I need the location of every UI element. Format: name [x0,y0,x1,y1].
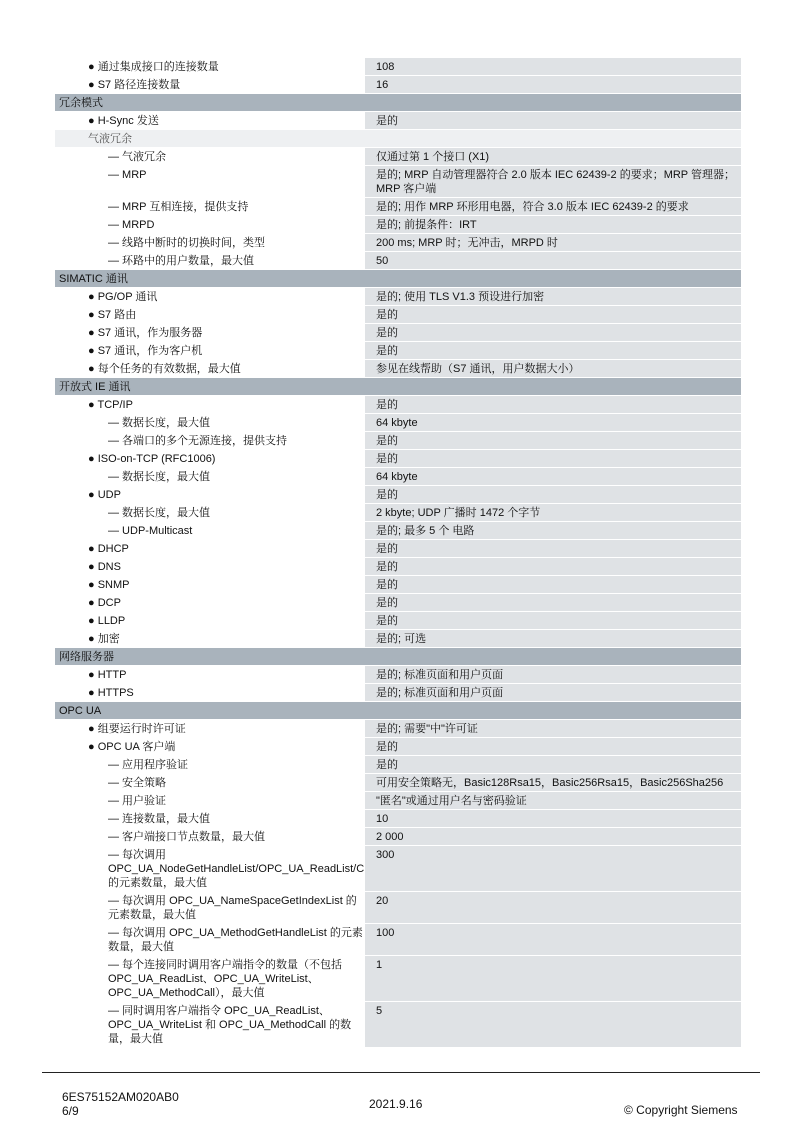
spec-row [55,924,741,956]
spec-value: 是的 [365,738,741,756]
spec-value: 是的; 最多 5 个 电路 [365,522,741,540]
spec-value: 5 [365,1002,741,1048]
spec-label: — 每次调用 OPC_UA_MethodGetHandleList 的元素数量，最大值 [55,924,365,956]
copyright-notice: © Copyright Siemens [624,1103,738,1117]
spec-label: ● SNMP [55,576,365,594]
spec-row [55,504,741,522]
spec-value: 是的 [365,756,741,774]
spec-label: ● H-Sync 发送 [55,112,365,130]
spec-value: 64 kbyte [365,414,741,432]
spec-value: 1 [365,956,741,1002]
section-header: 网络服务器 [55,648,741,666]
spec-row [55,666,741,684]
subsection-label: 气液冗余 [55,130,365,148]
spec-row [55,594,741,612]
spec-value: 是的 [365,306,741,324]
spec-value: 是的 [365,450,741,468]
spec-value: 可用安全策略无，Basic128Rsa15，Basic256Rsa15，Basic256Sha256 [365,774,741,792]
spec-value: 是的 [365,576,741,594]
spec-label: ● S7 路由 [55,306,365,324]
section-header: SIMATIC 通讯 [55,270,741,288]
spec-label: ● 组要运行时许可证 [55,720,365,738]
spec-label: — 每个连接同时调用客户端指令的数量（不包括 OPC_UA_ReadList、OPC_UA_WriteList、OPC_UA_MethodCall），最大值 [55,956,365,1002]
spec-table [55,58,741,1048]
spec-value: 是的; 使用 TLS V1.3 预设进行加密 [365,288,741,306]
spec-label: — 连接数量，最大值 [55,810,365,828]
spec-row [55,58,741,76]
spec-row [55,148,741,166]
spec-row [55,198,741,216]
spec-value: 参见在线帮助（S7 通讯，用户数据大小） [365,360,741,378]
spec-value: 是的 [365,432,741,450]
spec-label: ● S7 通讯，作为客户机 [55,342,365,360]
spec-row [55,756,741,774]
spec-row [55,630,741,648]
spec-label: — 线路中断时的切换时间，类型 [55,234,365,252]
spec-label: ● DNS [55,558,365,576]
spec-row [55,450,741,468]
spec-row [55,540,741,558]
spec-label: — 安全策略 [55,774,365,792]
spec-row [55,234,741,252]
spec-label: ● DCP [55,594,365,612]
spec-value: 200 ms; MRP 时；无冲击，MRPD 时 [365,234,741,252]
subsection-value [365,130,741,148]
spec-value: 108 [365,58,741,76]
spec-row [55,774,741,792]
spec-label: — 每次调用 OPC_UA_NodeGetHandleList/OPC_UA_ReadList/C 的元素数量，最大值 [55,846,365,892]
spec-row [55,522,741,540]
spec-label: — 数据长度，最大值 [55,468,365,486]
footer-divider [42,1072,760,1073]
section-header: OPC UA [55,702,741,720]
spec-row [55,892,741,924]
spec-row [55,306,741,324]
spec-value: 是的; MRP 自动管理器符合 2.0 版本 IEC 62439-2 的要求；MRP 管理器；MRP 客户端 [365,166,741,198]
spec-label: — 应用程序验证 [55,756,365,774]
spec-label: — MRP 互相连接，提供支持 [55,198,365,216]
page-number: 6/9 [62,1104,79,1118]
spec-row [55,468,741,486]
spec-value: 是的 [365,342,741,360]
spec-value: 是的; 需要"中"许可证 [365,720,741,738]
spec-row [55,396,741,414]
spec-label: ● OPC UA 客户端 [55,738,365,756]
spec-row [55,342,741,360]
spec-label: — 数据长度，最大值 [55,414,365,432]
spec-value: 是的 [365,324,741,342]
spec-label: ● HTTP [55,666,365,684]
spec-row [55,76,741,94]
subsection-row [55,130,741,148]
spec-row [55,792,741,810]
spec-row [55,956,741,1002]
spec-label: — 各端口的多个无源连接，提供支持 [55,432,365,450]
spec-value: 2 000 [365,828,741,846]
section-header: 冗余模式 [55,94,741,112]
spec-value: 64 kbyte [365,468,741,486]
spec-row [55,810,741,828]
spec-label: — 数据长度，最大值 [55,504,365,522]
spec-label: ● HTTPS [55,684,365,702]
spec-label: ● UDP [55,486,365,504]
spec-label: — MRPD [55,216,365,234]
spec-row [55,576,741,594]
spec-value: "匿名"或通过用户名与密码验证 [365,792,741,810]
spec-value: 50 [365,252,741,270]
spec-label: — 客户端接口节点数量，最大值 [55,828,365,846]
spec-row [55,166,741,198]
spec-value: 是的; 可选 [365,630,741,648]
spec-label: ● S7 路径连接数量 [55,76,365,94]
spec-label: — UDP-Multicast [55,522,365,540]
spec-label: ● ISO-on-TCP (RFC1006) [55,450,365,468]
spec-label: ● 通过集成接口的连接数量 [55,58,365,76]
spec-value: 是的 [365,594,741,612]
spec-row [55,486,741,504]
spec-value: 是的 [365,612,741,630]
spec-value: 是的 [365,558,741,576]
section-header: 开放式 IE 通讯 [55,378,741,396]
spec-value: 是的; 前提条件：IRT [365,216,741,234]
spec-row [55,432,741,450]
spec-row [55,216,741,234]
spec-value: 是的; 用作 MRP 环形用电器，符合 3.0 版本 IEC 62439-2 的要求 [365,198,741,216]
spec-row [55,252,741,270]
spec-value: 是的; 标准页面和用户页面 [365,666,741,684]
spec-label: — 气液冗余 [55,148,365,166]
spec-value: 仅通过第 1 个接口 (X1) [365,148,741,166]
spec-row [55,738,741,756]
spec-label: — MRP [55,166,365,198]
spec-value: 是的 [365,396,741,414]
spec-row [55,324,741,342]
spec-label: — 环路中的用户数量，最大值 [55,252,365,270]
spec-row [55,846,741,892]
spec-value: 是的 [365,486,741,504]
spec-label: ● DHCP [55,540,365,558]
document-date: 2021.9.16 [369,1097,423,1111]
spec-row [55,288,741,306]
spec-row [55,1002,741,1048]
spec-value: 是的; 标准页面和用户页面 [365,684,741,702]
spec-row [55,612,741,630]
spec-value: 16 [365,76,741,94]
spec-row [55,414,741,432]
article-number: 6ES75152AM020AB0 [62,1090,179,1104]
spec-label: ● LLDP [55,612,365,630]
spec-label: ● TCP/IP [55,396,365,414]
spec-label: ● 每个任务的有效数据，最大值 [55,360,365,378]
spec-row [55,828,741,846]
spec-value: 10 [365,810,741,828]
spec-value: 是的 [365,540,741,558]
spec-label: — 每次调用 OPC_UA_NameSpaceGetIndexList 的元素数量，最大值 [55,892,365,924]
spec-row [55,112,741,130]
spec-row [55,360,741,378]
spec-value: 是的 [365,112,741,130]
spec-value: 100 [365,924,741,956]
spec-row [55,558,741,576]
spec-row [55,684,741,702]
spec-label: ● 加密 [55,630,365,648]
spec-value: 2 kbyte; UDP 广播时 1472 个字节 [365,504,741,522]
spec-label: — 用户验证 [55,792,365,810]
spec-label: ● PG/OP 通讯 [55,288,365,306]
spec-value: 20 [365,892,741,924]
spec-value: 300 [365,846,741,892]
spec-row [55,720,741,738]
spec-label: ● S7 通讯，作为服务器 [55,324,365,342]
spec-label: — 同时调用客户端指令 OPC_UA_ReadList、OPC_UA_WriteList 和 OPC_UA_MethodCall 的数量，最大值 [55,1002,365,1048]
